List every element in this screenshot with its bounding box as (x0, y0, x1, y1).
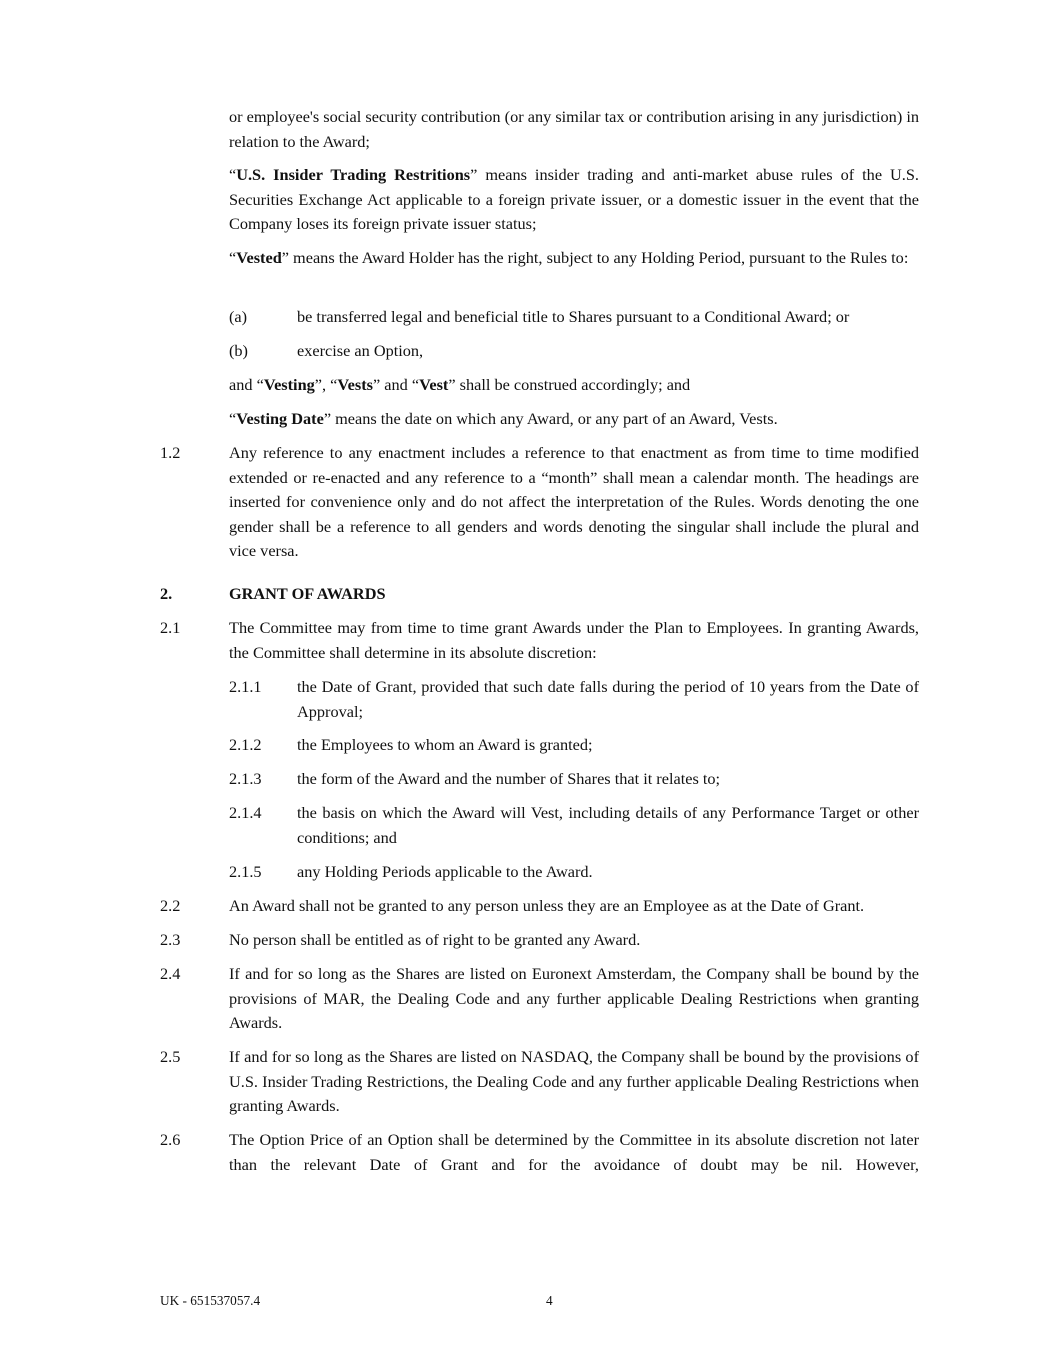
defined-term: U.S. Insider Trading Restritions (236, 165, 471, 184)
clause-number: 2.2 (160, 896, 181, 915)
subclause-text: any Holding Periods applicable to the Award. (297, 862, 593, 881)
defined-term: Vested (236, 248, 282, 267)
clause-2-3-text: No person shall be entitled as of right to be granted any Award. (229, 930, 641, 949)
subclause-number: 2.1.5 (229, 862, 262, 881)
clause-number: 2.6 (160, 1130, 181, 1149)
clause-2-2-text: An Award shall not be granted to any person unless they are an Employee as at the Date of Grant. (229, 896, 865, 915)
subclause-number: 2.1.4 (229, 803, 262, 822)
vesting-construed-line: and “Vesting”, “Vests” and “Vest” shall be construed accordingly; and (229, 375, 691, 394)
list-item-text: exercise an Option, (297, 341, 424, 360)
clause-number: 2.3 (160, 930, 181, 949)
clause-number: 2.4 (160, 964, 181, 983)
clause-2-5-text: If and for so long as the Shares are listed on NASDAQ, the Company shall be bound by the provisions of U.S. Insider Trading Restrictions, the Dealing Code and any further applicable Dealing Restrictions when granting Awards. (229, 1047, 919, 1115)
section-title: GRANT OF AWARDS (229, 584, 386, 603)
subclause-number: 2.1.3 (229, 769, 262, 788)
clause-2-1-text: The Committee may from time to time grant Awards under the Plan to Employees. In granting Awards, the Committee shall determine in its absolute discretion: (229, 618, 919, 662)
clause-number: 2.5 (160, 1047, 181, 1066)
subclause-text: the form of the Award and the number of Shares that it relates to; (297, 769, 721, 788)
footer-page-number: 4 (546, 1293, 553, 1308)
subclause-text: the Employees to whom an Award is granted; (297, 735, 593, 754)
definition-continuation: or employee's social security contribution (or any similar tax or contribution arising in any jurisdiction) in relation to the Award; (229, 107, 919, 151)
subclause-number: 2.1.1 (229, 677, 262, 696)
footer-doc-reference: UK - 651537057.4 (160, 1293, 261, 1308)
section-number: 2. (160, 584, 173, 603)
list-item-label: (b) (229, 341, 248, 360)
subclause-number: 2.1.2 (229, 735, 262, 754)
clause-2-6-text: The Option Price of an Option shall be determined by the Committee in its absolute discretion not later than the relevant Date of Grant and for the avoidance of doubt may be nil. However, (229, 1130, 919, 1174)
definition-us-insider-trading: “U.S. Insider Trading Restritions” means insider trading and anti-market abuse rules of the U.S. Securities Exchange Act applicable to a foreign private issuer, or a domestic issuer in the event that the Company loses its foreign private issuer status; (229, 165, 919, 233)
defined-term: Vesting Date (236, 409, 324, 428)
definition-vested: “Vested” means the Award Holder has the right, subject to any Holding Period, pursuant to the Rules to: (229, 248, 909, 267)
subclause-text: the Date of Grant, provided that such date falls during the period of 10 years from the Date of Approval; (297, 677, 919, 721)
clause-number: 2.1 (160, 618, 181, 637)
subclause-text: the basis on which the Award will Vest, including details of any Performance Target or other conditions; and (297, 803, 919, 847)
clause-number: 1.2 (160, 443, 181, 462)
list-item-label: (a) (229, 307, 248, 326)
clause-2-4-text: If and for so long as the Shares are listed on Euronext Amsterdam, the Company shall be bound by the provisions of MAR, the Dealing Code and any further applicable Dealing Restrictions when granting Awards. (229, 964, 919, 1032)
list-item-text: be transferred legal and beneficial title to Shares pursuant to a Conditional Award; or (297, 307, 850, 326)
definition-vesting-date: “Vesting Date” means the date on which any Award, or any part of an Award, Vests. (229, 409, 778, 428)
clause-1-2-text: Any reference to any enactment includes a reference to that enactment as from time to time modified extended or re-enacted and any reference to a “month” shall mean a calendar month. The headings are inserted for convenience only and do not affect the interpretation of the Rules. Words denoting the one gender shall be a reference to all genders and words denoting the singular shall include the plural and vice versa. (229, 443, 919, 560)
